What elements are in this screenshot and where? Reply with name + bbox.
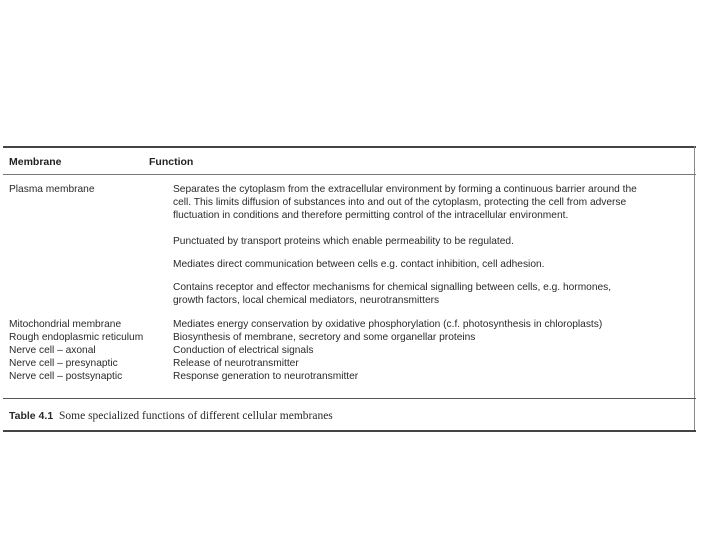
function-line: Contains receptor and effector mechanisms for chemical signalling between cells, e.g. hormones, <box>173 282 612 293</box>
membrane-cell: Nerve cell – presynaptic <box>9 358 118 369</box>
function-line: Biosynthesis of membrane, secretory and some organellar proteins <box>173 332 476 343</box>
caption-text: Some specialized functions of different cellular membranes <box>59 410 333 422</box>
header-divider <box>3 174 696 175</box>
membrane-cell: Nerve cell – postsynaptic <box>9 371 123 382</box>
function-line: Conduction of electrical signals <box>173 345 314 356</box>
function-line: Mediates energy conservation by oxidative phosphorylation (c.f. photosynthesis in chloroplasts) <box>173 319 603 330</box>
function-line: growth factors, local chemical mediators, neurotransmitters <box>173 295 440 306</box>
table-top-rule <box>3 146 696 148</box>
function-line: Release of neurotransmitter <box>173 358 299 369</box>
table-right-edge <box>694 146 695 432</box>
membrane-function-table <box>3 146 701 436</box>
table-bottom-rule <box>3 398 696 399</box>
function-line: cell. This limits diffusion of substances into and out of the cytoplasm, protecting the cell from adverse <box>173 197 627 208</box>
column-header-membrane: Membrane <box>9 156 62 168</box>
column-header-function: Function <box>149 156 194 168</box>
membrane-cell: Mitochondrial membrane <box>9 319 122 330</box>
caption-label: Table 4.1 <box>9 410 54 422</box>
function-line: Separates the cytoplasm from the extracellular environment by forming a continuous barrier around the <box>173 184 637 195</box>
function-line: Response generation to neurotransmitter <box>173 371 359 382</box>
table-caption <box>9 410 333 422</box>
membrane-cell: Rough endoplasmic reticulum <box>9 332 144 343</box>
membrane-cell: Nerve cell – axonal <box>9 345 96 356</box>
function-line: Mediates direct communication between cells e.g. contact inhibition, cell adhesion. <box>173 259 545 270</box>
function-line: fluctuation in conditions and therefore permitting control of the intracellular environment. <box>173 210 569 221</box>
membrane-cell: Plasma membrane <box>9 184 95 195</box>
function-line: Punctuated by transport proteins which enable permeability to be regulated. <box>173 236 514 247</box>
caption-bottom-rule <box>3 430 696 432</box>
